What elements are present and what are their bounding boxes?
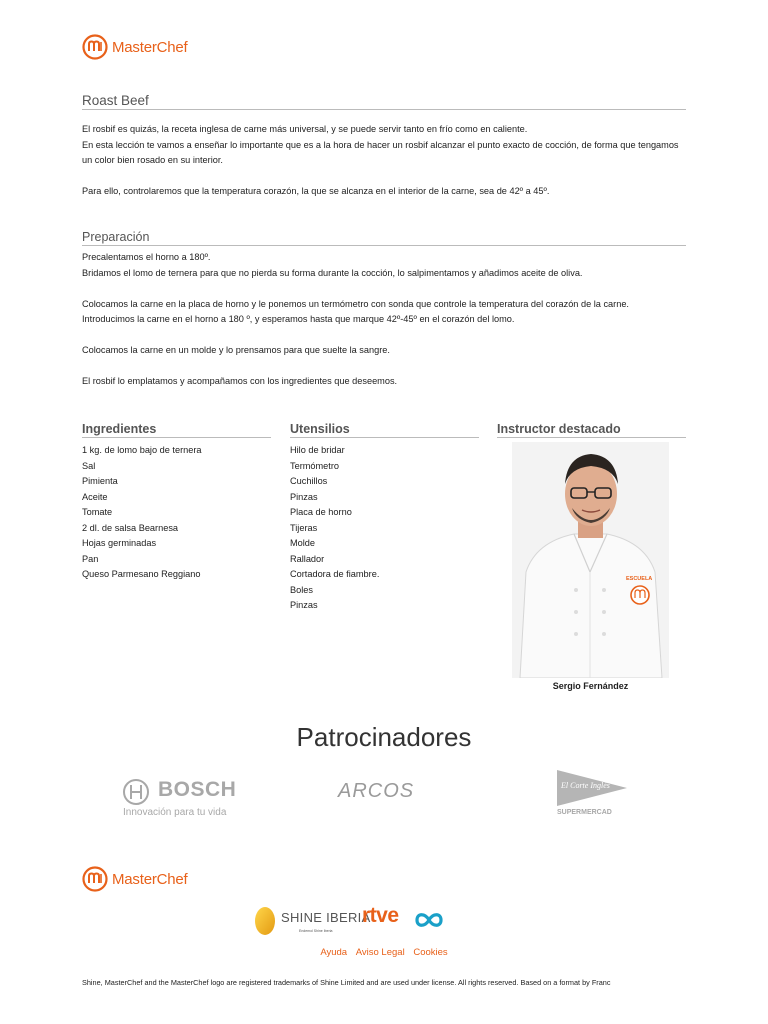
preparation-step: Introducimos la carne en el horno a 180 º, y esperamos hasta que marque 42º-45º en el corazón del lomo. bbox=[82, 314, 515, 324]
footer-link-aviso-legal[interactable]: Aviso Legal bbox=[355, 947, 405, 958]
shine-iberia-logo[interactable]: SHINE IBERIA bbox=[281, 910, 371, 925]
utensil-item: Pinzas bbox=[290, 491, 318, 502]
utensils-list bbox=[290, 443, 379, 614]
ingredient-item: Sal bbox=[82, 460, 96, 471]
masterchef-wordmark: MasterChef bbox=[112, 870, 188, 888]
ingredient-item: Hojas germinadas bbox=[82, 538, 157, 548]
preparation-step: Bridamos el lomo de ternera para que no pierda su forma durante la cocción, lo salpimentamos y añadimos aceite de oliva. bbox=[82, 267, 583, 278]
utensil-item: Pinzas bbox=[290, 600, 318, 610]
svg-text:El Corte Inglés: El Corte Inglés bbox=[561, 781, 610, 790]
ingredient-item: Pimienta bbox=[82, 476, 118, 486]
bosch-sponsor-logo[interactable] bbox=[120, 775, 235, 825]
intro-paragraph: El rosbif es quizás, la receta inglesa de carne más universal, y se puede servir tanto en frío como en caliente. bbox=[82, 124, 528, 134]
recipe-intro bbox=[82, 122, 686, 200]
masterchef-mark-icon bbox=[82, 866, 108, 892]
ingredient-item: Aceite bbox=[82, 491, 108, 502]
instructor-photo[interactable] bbox=[512, 442, 669, 678]
rtve-logo[interactable]: rtve bbox=[362, 904, 399, 927]
intro-paragraph: Para ello, controlaremos que la temperatura corazón, la que se alcanza en el interior de la carne, sea de 42º a 45º. bbox=[82, 186, 550, 196]
arcos-name: ARCOS bbox=[338, 780, 415, 802]
footer-link-cookies[interactable]: Cookies bbox=[413, 947, 448, 958]
bosch-armature-icon bbox=[122, 778, 150, 806]
masterchef-footer-logo[interactable] bbox=[82, 866, 188, 892]
utensil-item: Placa de horno bbox=[290, 507, 352, 517]
legal-notice: Shine, MasterChef and the MasterChef logo are registered trademarks of Shine Limited and are used under license. All rights reserved. Based on a format by Franc bbox=[82, 978, 611, 987]
instructor-name: Sergio Fernández bbox=[552, 681, 629, 691]
bosch-name: BOSCH bbox=[158, 778, 237, 801]
ingredient-item: Tomate bbox=[82, 507, 113, 517]
intro-paragraph: En esta lección te vamos a enseñar lo importante que es a la hora de hacer un rosbif alcanzar el punto exacto de cocción, de forma que tengamos un color bien rosado en su interior. bbox=[82, 139, 679, 165]
utensil-item: Rallador bbox=[290, 553, 325, 564]
el-corte-ingles-sponsor-logo[interactable] bbox=[555, 768, 630, 823]
preparation-step: Precalentamos el horno a 180º. bbox=[82, 252, 211, 262]
infinity-logo-icon[interactable] bbox=[414, 910, 444, 930]
utensil-item: Cortadora de fiambre. bbox=[290, 569, 380, 579]
masterchef-mark-icon bbox=[82, 34, 108, 60]
escuela-badge: ESCUELA bbox=[626, 576, 653, 582]
ingredients-title: Ingredientes bbox=[82, 422, 271, 438]
preparation-steps bbox=[82, 250, 686, 390]
utensil-item: Cuchillos bbox=[290, 476, 328, 486]
preparation-step: Colocamos la carne en un molde y lo prensamos para que suelte la sangre. bbox=[82, 345, 390, 355]
bosch-tagline: Innovación para tu vida bbox=[123, 807, 227, 818]
masterchef-wordmark: MasterChef bbox=[112, 38, 188, 56]
preparation-step: Colocamos la carne en la placa de horno y le ponemos un termómetro con sonda que controle la temperatura del corazón de la carne. bbox=[82, 298, 629, 309]
shine-iberia-subtitle: Endemol Shine Iberia bbox=[299, 929, 333, 933]
ingredient-item: Queso Parmesano Reggiano bbox=[82, 569, 201, 579]
utensil-item: Molde bbox=[290, 538, 316, 548]
utensil-item: Tijeras bbox=[290, 522, 318, 533]
footer-link-ayuda[interactable]: Ayuda bbox=[320, 947, 348, 958]
ingredient-item: Pan bbox=[82, 553, 99, 564]
arcos-sponsor-logo[interactable] bbox=[338, 780, 433, 804]
footer-links bbox=[0, 947, 768, 958]
preparation-title: Preparación bbox=[82, 230, 686, 246]
utensil-item: Hilo de bridar bbox=[290, 445, 345, 455]
sponsors-title: Patrocinadores bbox=[296, 722, 472, 752]
eci-supermercado-label: SUPERMERCAD bbox=[557, 809, 612, 816]
ingredient-item: 1 kg. de lomo bajo de ternera bbox=[82, 445, 202, 455]
preparation-step: El rosbif lo emplatamos y acompañamos con los ingredientes que deseemos. bbox=[82, 376, 398, 386]
chef-portrait-image bbox=[512, 442, 669, 678]
recipe-title: Roast Beef bbox=[82, 93, 686, 110]
ingredients-list bbox=[82, 443, 202, 583]
shine-egg-icon bbox=[254, 904, 276, 936]
instructor-title: Instructor destacado bbox=[497, 422, 686, 438]
utensils-title: Utensilios bbox=[290, 422, 479, 438]
masterchef-logo[interactable] bbox=[82, 34, 188, 60]
production-partners bbox=[252, 902, 447, 938]
el-corte-ingles-triangle-icon bbox=[555, 768, 630, 808]
utensil-item: Termómetro bbox=[290, 460, 340, 471]
ingredient-item: 2 dl. de salsa Bearnesa bbox=[82, 522, 179, 533]
utensil-item: Boles bbox=[290, 584, 313, 595]
